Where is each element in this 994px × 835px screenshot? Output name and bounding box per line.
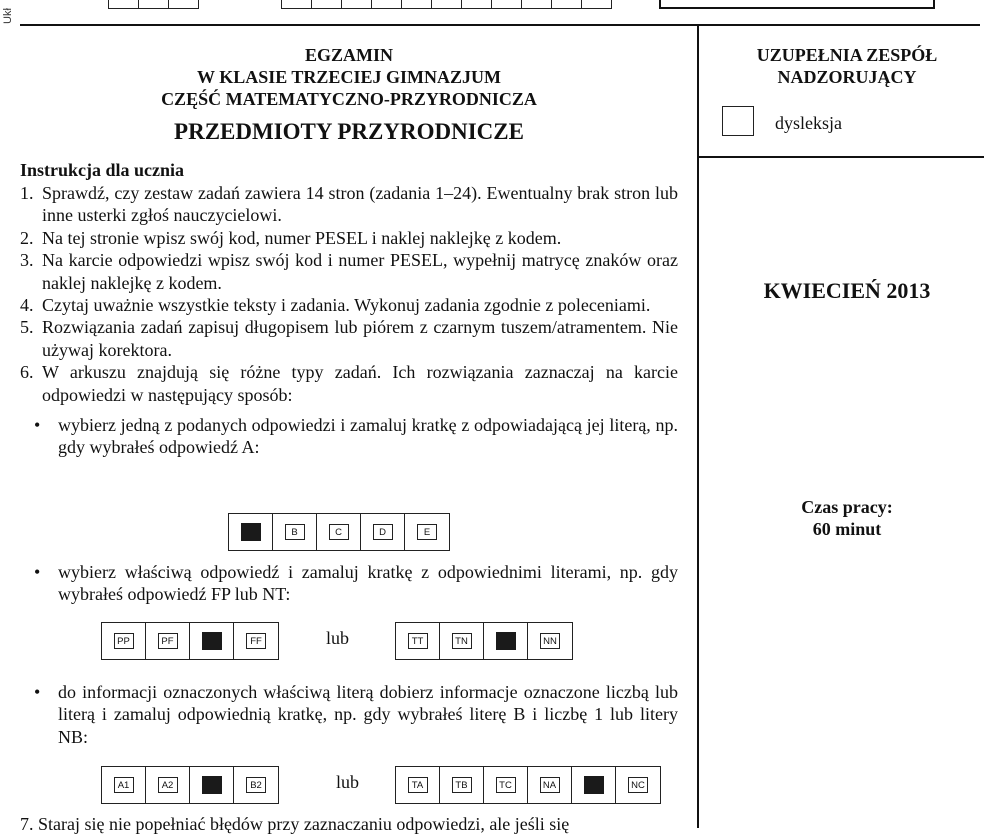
exam-subject: PRZEDMIOTY PRZYRODNICZE [174,119,524,144]
pesel-cell [402,0,432,9]
answer-cell [229,514,273,550]
answer-cell [234,767,278,803]
bullet-text: wybierz jedną z podanych odpowiedzi i zamaluj kratkę z odpowiadającą jej literą, np. gdy wybrałeś odpowiedź A: [58,415,678,458]
side-label: Ukł [2,8,14,24]
instructions-title: Instrukcja dla ucznia [20,160,185,180]
answer-letter: A1 [114,777,134,793]
answer-letter: B2 [246,777,266,793]
answer-letter: B [285,524,305,540]
pesel-cell [582,0,612,9]
instruction-item [20,361,678,406]
instruction-number: 4. [20,295,34,316]
answer-letter: TN [452,633,472,649]
right-panel-divider [698,156,984,158]
instructions-list [20,182,678,459]
instruction-item [20,294,678,316]
instruction-text: W arkuszu znajdują się różne typy zadań. Ich rozwiązania zaznaczaj na karcie odpowiedzi w następujący sposób: [42,362,678,405]
exam-date: KWIECIEŃ 2013 [763,278,931,303]
answer-cell [528,623,572,659]
filled-mark-icon [496,632,516,650]
pesel-cell [432,0,462,9]
answer-cell [146,623,190,659]
example-a [101,766,279,804]
instruction-item [20,316,678,361]
instruction-item [20,182,678,227]
supervisors-heading-line1: UZUPEŁNIA ZESPÓŁ [756,45,938,65]
answer-letter: TC [496,777,516,793]
pesel-cell [281,0,312,9]
top-divider [20,24,980,26]
pesel-cell [552,0,582,9]
answer-letter: TB [452,777,472,793]
pesel-cell [372,0,402,9]
pesel-cell [522,0,552,9]
instruction-number: 3. [20,250,34,271]
answer-cell [484,623,528,659]
answer-cell [102,623,146,659]
answer-cell [146,767,190,803]
instruction-bullet [20,414,678,459]
exam-header [0,44,698,146]
answer-cell [102,767,146,803]
instruction-item [20,227,678,249]
pesel-cell [492,0,522,9]
answer-letter: PF [158,633,178,649]
answer-cell [484,767,528,803]
duration-label: Czas pracy: [801,497,893,517]
answer-cell [405,514,449,550]
bullet-dot-icon: • [34,562,41,582]
supervisors-heading-line2: NADZORUJĄCY [777,67,917,87]
instruction-text: Sprawdź, czy zestaw zadań zawiera 14 stron (zadania 1–24). Ewentualny brak stron lub inne usterki zgłoś nauczycielowi. [42,183,678,226]
dyslexia-checkbox[interactable] [722,106,754,136]
instruction-item-7-partial: 7. Staraj się nie popełniać błędów przy zaznaczaniu odpowiedzi, ale jeśli się [20,814,570,834]
filled-mark-icon [241,523,261,541]
supervisors-heading [700,44,994,88]
instruction-number: 2. [20,227,34,248]
answer-letter: C [329,524,349,540]
or-label: lub [336,772,360,792]
answer-cell [440,767,484,803]
instruction-number: 1. [20,183,34,203]
answer-cell [190,623,234,659]
example-t [395,766,661,804]
pesel-boxes [281,0,612,8]
exam-title-line1: EGZAMIN [304,45,393,65]
exam-title-line2: W KLASIE TRZECIEJ GIMNAZJUM [197,67,501,87]
example-abcde [228,513,450,551]
answer-cell [190,767,234,803]
answer-cell [396,767,440,803]
answer-letter: NN [540,633,560,649]
answer-cell [396,623,440,659]
filled-mark-icon [202,776,222,794]
answer-cell [361,514,405,550]
instruction-number: 5. [20,317,34,338]
code-cell [169,0,199,9]
answer-letter: FF [246,633,266,649]
student-code-boxes [108,0,199,8]
bullet-text: do informacji oznaczonych właściwą literą dobierz informacje oznaczone liczbą lub literą i zamaluj odpowiednią kratkę, np. gdy wybrałeś literę B i liczbę 1 lub litery NB: [58,682,678,747]
answer-cell [234,623,278,659]
pesel-cell [462,0,492,9]
example-pp [101,622,279,660]
answer-letter: PP [114,633,134,649]
instruction-number: 6. [20,362,34,383]
code-cell [108,0,139,9]
answer-letter: NC [628,777,648,793]
or-label: lub [326,628,350,648]
filled-mark-icon [202,632,222,650]
answer-cell [440,623,484,659]
bullet-text: wybierz właściwą odpowiedź i zamaluj kratkę z odpowiednimi literami, np. gdy wybrałeś odpowiedź FP lub NT: [58,562,678,605]
exam-title-line3: CZĘŚĆ MATEMATYCZNO-PRZYRODNICZA [161,89,537,109]
answer-cell [572,767,616,803]
code-cell [139,0,169,9]
instruction-text: Rozwiązania zadań zapisuj długopisem lub piórem z czarnym tuszem/atramentem. Nie używaj korektora. [42,317,678,360]
pesel-cell [312,0,342,9]
duration-value: 60 minut [812,519,882,539]
instruction-bullet [20,681,678,748]
instruction-text: Na tej stronie wpisz swój kod, numer PESEL i naklej naklejkę z kodem. [42,227,562,248]
answer-letter: TT [408,633,428,649]
dyslexia-label: dysleksja [775,113,842,133]
exam-duration [700,496,994,540]
bullet-dot-icon: • [34,682,41,702]
answer-letter: NA [540,777,560,793]
bullet-dot-icon: • [34,415,41,436]
answer-letter: D [373,524,393,540]
pesel-cell [342,0,372,9]
answer-cell [273,514,317,550]
filled-mark-icon [584,776,604,794]
answer-letter: A2 [158,777,178,793]
example-tt [395,622,573,660]
sticker-box [659,0,935,9]
answer-cell [528,767,572,803]
answer-cell [616,767,660,803]
answer-cell [317,514,361,550]
instruction-bullet [20,561,678,606]
answer-letter: TA [408,777,428,793]
instruction-text: Czytaj uważnie wszystkie teksty i zadania. Wykonuj zadania zgodnie z poleceniami. [42,295,651,316]
instruction-item [20,249,678,294]
instruction-text: Na karcie odpowiedzi wpisz swój kod i numer PESEL, wypełnij matrycę znaków oraz naklej naklejkę z kodem. [42,250,678,293]
answer-letter: E [417,524,437,540]
